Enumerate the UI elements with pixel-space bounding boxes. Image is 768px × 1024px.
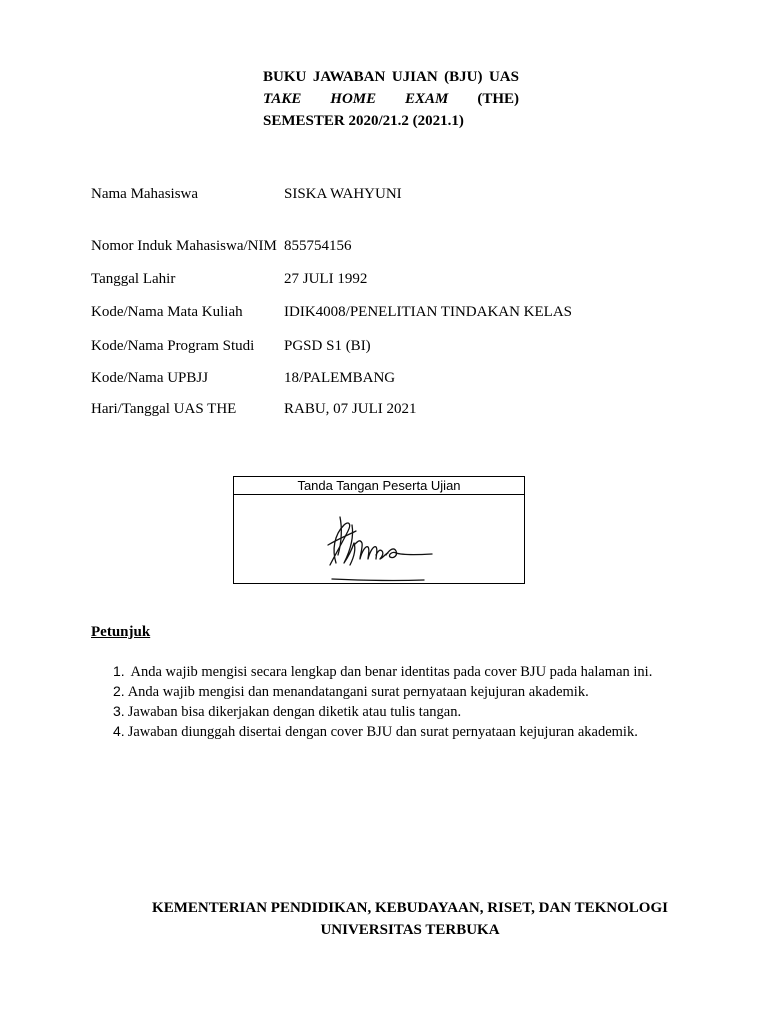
identity-row-upbjj bbox=[91, 369, 395, 387]
signature-area bbox=[234, 495, 524, 584]
footer-ministry: KEMENTERIAN PENDIDIKAN, KEBUDAYAAN, RISET, DAN TEKNOLOGI bbox=[152, 900, 668, 916]
handwritten-signature-icon bbox=[314, 505, 454, 585]
document-footer bbox=[0, 897, 768, 941]
identity-row-program-studi bbox=[91, 337, 371, 355]
list-item-number: 3. bbox=[113, 703, 125, 719]
list-item-number: 2. bbox=[113, 683, 125, 699]
signature-box-title: Tanda Tangan Peserta Ujian bbox=[234, 477, 524, 495]
list-item bbox=[113, 702, 652, 722]
identity-label: Kode/Nama Program Studi bbox=[91, 338, 255, 354]
list-item-text: Anda wajib mengisi dan menandatangani surat pernyataan kejujuran akademik. bbox=[127, 684, 589, 700]
identity-row-tanggal-uas bbox=[91, 400, 417, 418]
list-item-text: Anda wajib mengisi secara lengkap dan benar identitas pada cover BJU pada halaman ini. bbox=[127, 664, 653, 680]
header-title: BUKU JAWABAN UJIAN (BJU) UAS bbox=[263, 69, 519, 85]
identity-label: Kode/Nama UPBJJ bbox=[91, 370, 209, 386]
identity-value: RABU, 07 JULI 2021 bbox=[284, 401, 417, 417]
list-item-text: Jawaban diunggah disertai dengan cover BJU dan surat pernyataan kejujuran akademik. bbox=[127, 724, 638, 740]
list-item bbox=[113, 722, 652, 742]
identity-value: IDIK4008/PENELITIAN TINDAKAN KELAS bbox=[284, 304, 573, 320]
list-item-text: Jawaban bisa dikerjakan dengan diketik atau tulis tangan. bbox=[127, 704, 462, 720]
identity-label: Nama Mahasiswa bbox=[91, 186, 199, 202]
footer-university: UNIVERSITAS TERBUKA bbox=[320, 922, 500, 938]
identity-label: Hari/Tanggal UAS THE bbox=[91, 401, 237, 417]
identity-value: 18/PALEMBANG bbox=[284, 370, 396, 386]
identity-row-nama bbox=[91, 185, 402, 203]
identity-row-nim bbox=[91, 237, 352, 255]
identity-value: PGSD S1 (BI) bbox=[284, 338, 371, 354]
list-item-number: 1. bbox=[113, 663, 125, 679]
identity-row-tanggal-lahir bbox=[91, 270, 367, 288]
identity-label: Kode/Nama Mata Kuliah bbox=[91, 304, 243, 320]
identity-label: Nomor Induk Mahasiswa/NIM bbox=[91, 238, 277, 254]
identity-label: Tanggal Lahir bbox=[91, 271, 176, 287]
document-header bbox=[263, 66, 519, 132]
identity-value: SISKA WAHYUNI bbox=[284, 186, 402, 202]
signature-box bbox=[233, 476, 525, 584]
petunjuk-heading: Petunjuk bbox=[91, 624, 151, 640]
identity-value: 27 JULI 1992 bbox=[284, 271, 368, 287]
list-item bbox=[113, 662, 652, 682]
list-item bbox=[113, 682, 652, 702]
petunjuk-list bbox=[113, 662, 652, 742]
list-item-number: 4. bbox=[113, 723, 125, 739]
identity-value: 855754156 bbox=[284, 238, 352, 254]
header-semester: SEMESTER 2020/21.2 (2021.1) bbox=[263, 113, 464, 129]
header-exam-type: TAKE HOME EXAM (THE) bbox=[263, 91, 519, 107]
identity-row-mata-kuliah bbox=[91, 303, 572, 321]
